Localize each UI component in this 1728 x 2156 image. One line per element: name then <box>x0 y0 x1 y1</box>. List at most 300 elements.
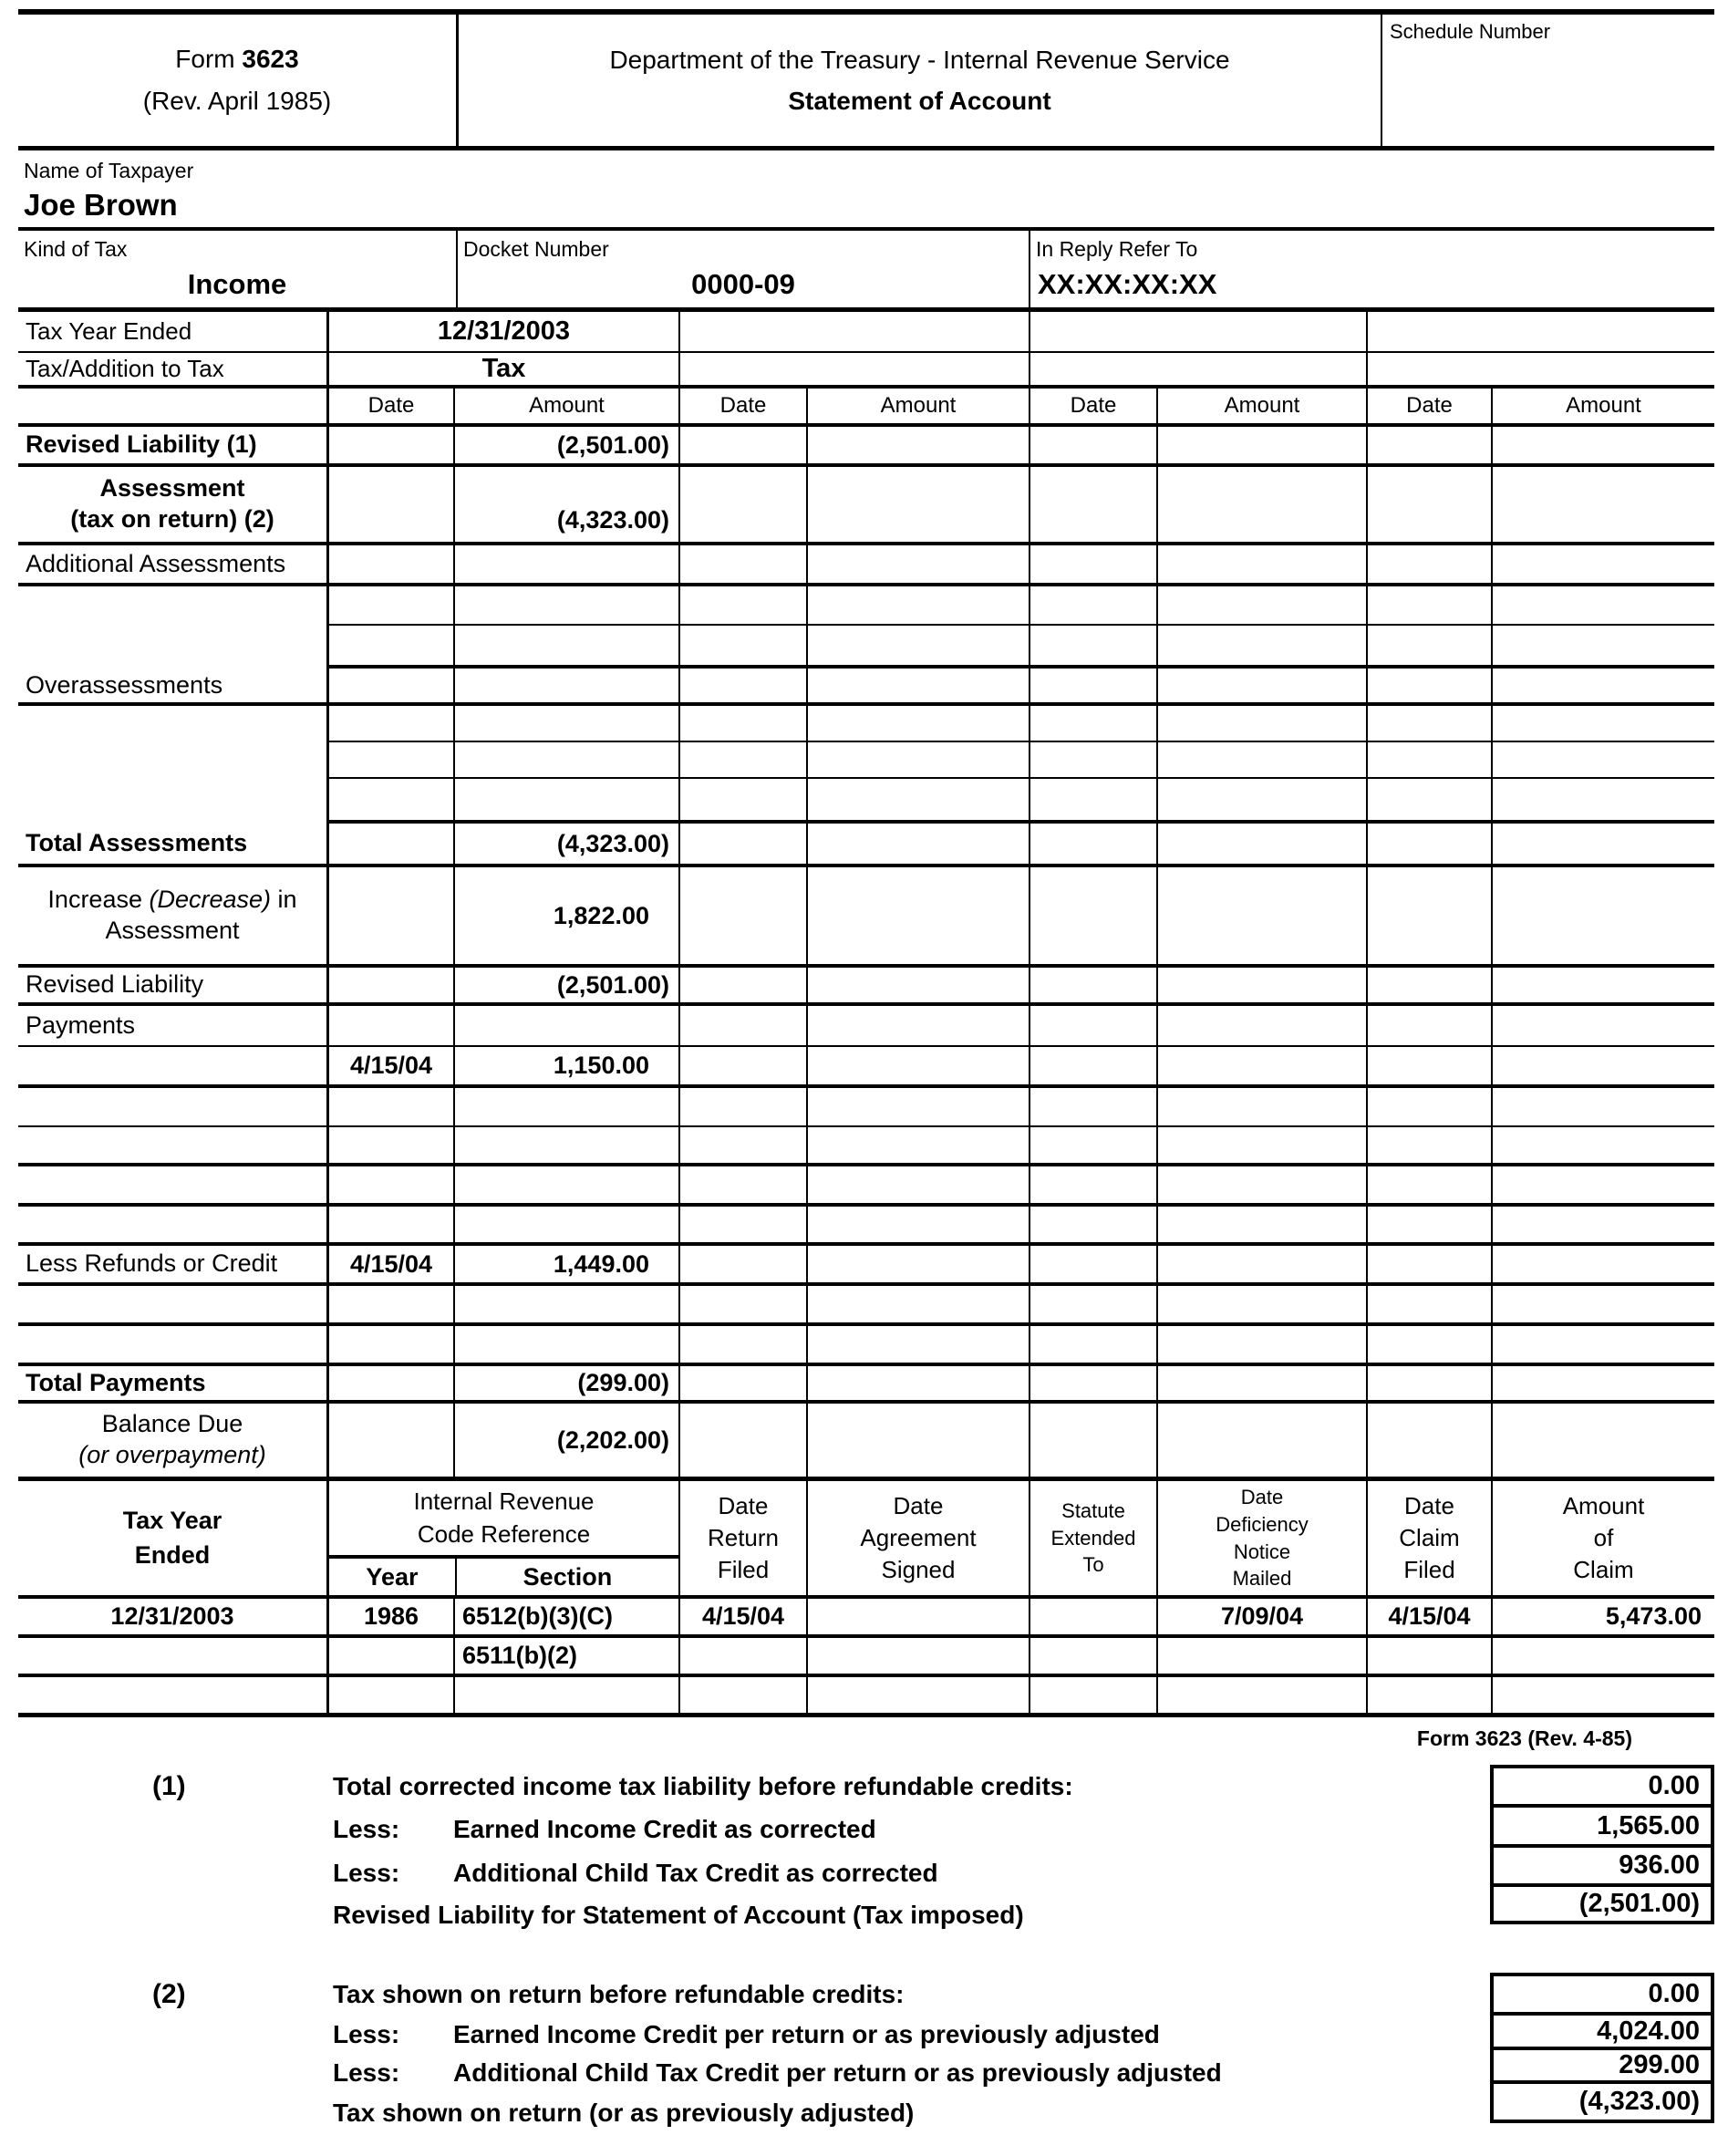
date-cell <box>678 427 806 467</box>
in-reply-value: XX:XX:XX:XX <box>1038 268 1217 300</box>
amount-cell <box>1491 779 1714 824</box>
table-row <box>18 1326 1714 1366</box>
date-cell <box>1366 545 1491 586</box>
reference-table-row <box>18 1677 1714 1717</box>
date-cell <box>678 669 806 706</box>
row-label-line: Balance Due <box>101 1410 243 1438</box>
date-cell <box>1366 968 1491 1006</box>
date-cell <box>1029 867 1156 968</box>
ref-header-line: Ended <box>134 1540 211 1569</box>
row-label-cell <box>18 867 326 968</box>
amount-cell <box>1491 586 1714 626</box>
amount-cell <box>1156 1127 1366 1166</box>
table-row <box>18 669 1714 706</box>
row-label-line: Less Refunds or Credit <box>26 1249 278 1278</box>
amount-cell <box>1491 1006 1714 1047</box>
column-header-date: Date <box>678 389 806 427</box>
ref-header-statute <box>1029 1481 1156 1595</box>
row-label-cell <box>18 1404 326 1481</box>
row-label-cell <box>18 545 326 586</box>
row-label-cell <box>18 779 326 824</box>
amount-cell <box>453 1166 678 1207</box>
ref-header-line: Filed <box>1403 1556 1455 1584</box>
row-label-line: Increase (Decrease) in <box>47 886 297 914</box>
date-cell <box>1029 1047 1156 1088</box>
date-cell <box>678 1047 806 1088</box>
date-cell <box>326 706 453 742</box>
date-cell <box>1366 1047 1491 1088</box>
row-label-line: Total Assessments <box>26 829 248 857</box>
footnote-line <box>18 2016 1714 2054</box>
footnote-line <box>18 1894 1714 1935</box>
footnote-line <box>18 1973 1714 2016</box>
amount-cell <box>806 669 1029 706</box>
form-number: Form 3623 <box>175 45 299 73</box>
amount-cell <box>1156 1404 1366 1481</box>
amount-cell <box>806 1006 1029 1047</box>
ref-cell-year <box>326 1638 453 1677</box>
amount-cell <box>1156 1207 1366 1246</box>
ref-cell-amount-claim <box>1491 1677 1714 1717</box>
amount-cell <box>806 545 1029 586</box>
amount-cell <box>1491 1366 1714 1404</box>
ref-cell-tax-year: 12/31/2003 <box>18 1599 326 1638</box>
docket-number-label: Docket Number <box>463 237 609 261</box>
date-cell <box>326 1006 453 1047</box>
row-label-cell <box>18 586 326 626</box>
amount-cell <box>806 1166 1029 1207</box>
form-content <box>18 9 1714 1751</box>
amount-cell <box>1156 467 1366 545</box>
ref-cell-section: 6512(b)(3)(C) <box>453 1599 678 1638</box>
ref-header-line: Deficiency <box>1216 1512 1309 1536</box>
row-label-cell <box>18 427 326 467</box>
date-cell <box>326 742 453 779</box>
date-cell <box>1029 586 1156 626</box>
tax-year-row <box>18 312 1714 353</box>
date-cell <box>326 824 453 867</box>
row-label-cell <box>18 1006 326 1047</box>
row-label-cell <box>18 1286 326 1326</box>
date-cell <box>1366 1006 1491 1047</box>
amount-cell <box>806 1286 1029 1326</box>
ref-header-line: Amount <box>1562 1491 1645 1519</box>
date-cell <box>1366 1088 1491 1127</box>
amount-cell <box>1491 1127 1714 1166</box>
table-row <box>18 779 1714 824</box>
footnote-value: 0.00 <box>1490 1765 1714 1808</box>
in-reply-cell <box>1029 231 1714 307</box>
date-cell <box>1366 779 1491 824</box>
footnote-text: Total corrected income tax liability before refundable credits: <box>333 1771 1073 1800</box>
footnote-value: 936.00 <box>1490 1844 1714 1887</box>
row-label-line: Assessment <box>105 917 240 944</box>
ref-header-line: Agreement <box>860 1523 977 1551</box>
empty-cell <box>1029 312 1366 353</box>
amount-cell: (4,323.00) <box>453 467 678 545</box>
table-row <box>18 1047 1714 1088</box>
date-cell <box>1029 669 1156 706</box>
table-row <box>18 545 1714 586</box>
amount-cell <box>1156 1366 1366 1404</box>
amount-cell <box>453 626 678 669</box>
ref-cell-statute <box>1029 1638 1156 1677</box>
footnote-value: (2,501.00) <box>1490 1883 1714 1924</box>
date-cell <box>678 1166 806 1207</box>
date-cell <box>326 1207 453 1246</box>
footnote-value: (4,323.00) <box>1490 2080 1714 2123</box>
ref-header-line: Internal Revenue <box>413 1487 595 1516</box>
date-cell <box>1366 1404 1491 1481</box>
date-cell <box>678 1326 806 1366</box>
ref-cell-date-claim <box>1366 1677 1491 1717</box>
ref-cell-section <box>453 1677 678 1717</box>
date-cell <box>326 1366 453 1404</box>
amount-cell: (4,323.00) <box>453 824 678 867</box>
docket-number-cell <box>456 231 1029 307</box>
table-row <box>18 1127 1714 1166</box>
row-label-cell <box>18 669 326 706</box>
table-row <box>18 467 1714 545</box>
amount-cell <box>806 1047 1029 1088</box>
row-label-line: Assessment <box>99 474 245 503</box>
date-cell <box>1366 1207 1491 1246</box>
table-row <box>18 742 1714 779</box>
amount-cell <box>806 867 1029 968</box>
amount-cell <box>1156 867 1366 968</box>
date-cell <box>678 867 806 968</box>
amount-cell <box>806 1404 1029 1481</box>
ref-header-line: Statute <box>1061 1498 1125 1522</box>
footnote-line <box>18 2091 1714 2134</box>
row-label-line: Additional Assessments <box>26 549 286 577</box>
date-cell <box>1366 867 1491 968</box>
amount-cell <box>453 1207 678 1246</box>
row-label-line: (or overpayment) <box>78 1441 266 1468</box>
table-row <box>18 1246 1714 1286</box>
column-header-spacer <box>18 389 326 427</box>
ref-cell-amount-claim <box>1491 1638 1714 1677</box>
date-cell <box>678 779 806 824</box>
ref-header-irc-title <box>329 1481 678 1559</box>
ref-header-date-claim <box>1366 1481 1491 1595</box>
row-label-cell <box>18 1166 326 1207</box>
amount-cell <box>1156 1047 1366 1088</box>
tax-info-row <box>18 231 1714 312</box>
row-label-line: Payments <box>26 1011 136 1039</box>
date-cell <box>326 586 453 626</box>
ref-cell-date-agreement <box>806 1677 1029 1717</box>
date-cell <box>326 427 453 467</box>
amount-cell <box>806 1366 1029 1404</box>
date-cell <box>678 586 806 626</box>
date-cell <box>1029 1366 1156 1404</box>
amount-cell <box>1156 742 1366 779</box>
kind-of-tax-value: Income <box>187 268 287 300</box>
date-cell <box>1366 706 1491 742</box>
column-header-date: Date <box>326 389 453 427</box>
row-label-line: Overassessments <box>26 670 223 699</box>
date-cell <box>1029 1127 1156 1166</box>
ref-header-section: Section <box>455 1559 678 1595</box>
date-cell <box>1029 706 1156 742</box>
date-cell <box>1029 467 1156 545</box>
taxpayer-name: Joe Brown <box>24 188 178 222</box>
form-footer-reference: Form 3623 (Rev. 4-85) <box>1416 1726 1632 1750</box>
amount-cell <box>1156 968 1366 1006</box>
tax-year-row-value: 12/31/2003 <box>326 312 678 353</box>
row-label-cell <box>18 1326 326 1366</box>
date-cell <box>1366 1326 1491 1366</box>
date-cell <box>678 1127 806 1166</box>
amount-cell <box>453 779 678 824</box>
ref-cell-section: 6511(b)(2) <box>453 1638 678 1677</box>
footnote-text: Revised Liability for Statement of Account (Tax imposed) <box>333 1900 1024 1929</box>
footnote-text: Less: Additional Child Tax Credit as corrected <box>333 1858 938 1887</box>
amount-cell <box>1156 427 1366 467</box>
row-label-cell <box>18 1088 326 1127</box>
amount-cell <box>1491 467 1714 545</box>
table-row <box>18 1286 1714 1326</box>
column-header-date: Date <box>1366 389 1491 427</box>
row-label-cell <box>18 968 326 1006</box>
date-cell <box>1029 824 1156 867</box>
amount-cell <box>453 669 678 706</box>
table-row <box>18 1166 1714 1207</box>
row-label-line: (tax on return) (2) <box>70 505 274 533</box>
amount-cell <box>1491 427 1714 467</box>
date-cell <box>1366 1366 1491 1404</box>
department-line: Department of the Treasury - Internal Revenue Service <box>609 45 1230 74</box>
amount-cell <box>453 706 678 742</box>
ref-header-tax-year-ended <box>18 1481 326 1595</box>
reference-table-row <box>18 1599 1714 1638</box>
tax-addition-row-value: Tax <box>326 353 678 389</box>
amount-cell <box>1156 706 1366 742</box>
table-row <box>18 586 1714 626</box>
row-label-cell <box>18 1207 326 1246</box>
amount-cell <box>1156 1326 1366 1366</box>
ref-header-line: Tax Year <box>122 1506 222 1534</box>
date-cell <box>326 1286 453 1326</box>
footnote-value-boxes <box>1490 1973 1714 2123</box>
footnote-line <box>18 1765 1714 1808</box>
taxpayer-section <box>18 150 1714 231</box>
ref-cell-date-return <box>678 1638 806 1677</box>
amount-cell <box>453 1127 678 1166</box>
date-cell <box>1366 1166 1491 1207</box>
table-row <box>18 427 1714 467</box>
date-cell <box>1029 1286 1156 1326</box>
footnote-text: Less: Earned Income Credit per return or as previously adjusted <box>333 2020 1160 2048</box>
date-cell <box>1029 1404 1156 1481</box>
amount-cell <box>806 779 1029 824</box>
amount-cell <box>1491 1404 1714 1481</box>
ref-cell-tax-year <box>18 1677 326 1717</box>
footnote-line <box>18 1808 1714 1851</box>
ref-cell-deficiency <box>1156 1677 1366 1717</box>
empty-cell <box>1029 353 1366 389</box>
row-label-line: Revised Liability (1) <box>26 430 257 459</box>
date-cell <box>326 1326 453 1366</box>
amount-cell <box>806 1088 1029 1127</box>
ref-header-line: of <box>1593 1523 1614 1551</box>
ref-header-line: Filed <box>717 1556 770 1584</box>
amount-cell <box>1491 1166 1714 1207</box>
table-row <box>18 1088 1714 1127</box>
form-title: Statement of Account <box>788 86 1051 115</box>
footnote-line <box>18 1851 1714 1894</box>
ref-header-irc-sub <box>329 1559 678 1595</box>
ref-header-date-return <box>678 1481 806 1595</box>
ref-header-amount-claim <box>1491 1481 1714 1595</box>
ref-cell-date-claim <box>1366 1638 1491 1677</box>
amount-cell <box>806 706 1029 742</box>
date-cell <box>678 545 806 586</box>
amount-cell <box>1491 824 1714 867</box>
table-row <box>18 706 1714 742</box>
form-id-box <box>18 15 456 146</box>
footnote-value-boxes <box>1490 1765 1714 1924</box>
amount-cell <box>806 586 1029 626</box>
amount-cell <box>453 586 678 626</box>
reference-table-row <box>18 1638 1714 1677</box>
date-cell <box>1029 1006 1156 1047</box>
amount-cell <box>1491 545 1714 586</box>
footnote-less-prefix: Less: <box>333 1858 400 1887</box>
date-cell <box>678 467 806 545</box>
date-cell <box>326 467 453 545</box>
ref-cell-date-claim: 4/15/04 <box>1366 1599 1491 1638</box>
amount-cell <box>1156 1006 1366 1047</box>
row-label-cell <box>18 824 326 867</box>
amount-cell <box>806 1127 1029 1166</box>
ref-header-irc <box>326 1481 678 1595</box>
date-cell <box>326 1088 453 1127</box>
amount-cell <box>1156 1246 1366 1286</box>
row-label-cell <box>18 742 326 779</box>
kind-of-tax-cell <box>18 231 456 307</box>
date-cell <box>1366 427 1491 467</box>
date-cell <box>326 779 453 824</box>
date-cell <box>1029 742 1156 779</box>
table-row <box>18 867 1714 968</box>
empty-cell <box>1366 312 1714 353</box>
ref-header-line: Date <box>718 1491 769 1519</box>
ref-header-line: Code Reference <box>417 1519 591 1548</box>
ref-header-line: Claim <box>1573 1556 1634 1584</box>
date-cell <box>1366 626 1491 669</box>
column-header-date: Date <box>1029 389 1156 427</box>
date-cell <box>678 824 806 867</box>
ref-cell-amount-claim: 5,473.00 <box>1491 1599 1714 1638</box>
amount-cell <box>1491 1088 1714 1127</box>
ref-header-line: Return <box>707 1523 780 1551</box>
date-cell <box>678 706 806 742</box>
date-cell <box>1366 824 1491 867</box>
tax-addition-row-label: Tax/Addition to Tax <box>18 353 326 389</box>
amount-cell <box>806 968 1029 1006</box>
amount-cell <box>1156 824 1366 867</box>
form-title-box <box>456 15 1382 146</box>
amount-cell: 1,449.00 <box>453 1246 678 1286</box>
form-revision: (Rev. April 1985) <box>142 87 332 115</box>
ref-header-line: To <box>1082 1553 1104 1577</box>
date-cell <box>678 968 806 1006</box>
reference-table <box>18 1481 1714 1717</box>
empty-cell <box>678 312 1029 353</box>
date-cell <box>1029 1088 1156 1127</box>
column-header-amount: Amount <box>806 389 1029 427</box>
date-cell <box>678 1366 806 1404</box>
table-row <box>18 968 1714 1006</box>
ref-header-line: Extended <box>1050 1526 1136 1550</box>
statement-table <box>18 312 1714 1481</box>
ref-cell-date-return: 4/15/04 <box>678 1599 806 1638</box>
ref-cell-date-return <box>678 1677 806 1717</box>
amount-cell <box>806 1207 1029 1246</box>
amount-cell <box>1156 586 1366 626</box>
footnote-line <box>18 2054 1714 2091</box>
footnote-less-prefix: Less: <box>333 2020 400 2048</box>
footnote-less-prefix: Less: <box>333 2058 400 2087</box>
table-row <box>18 1366 1714 1404</box>
ref-header-line: Date <box>893 1491 944 1519</box>
empty-cell <box>1366 353 1714 389</box>
date-cell <box>678 1006 806 1047</box>
table-row <box>18 626 1714 669</box>
date-cell <box>326 545 453 586</box>
footnote-2 <box>18 1973 1714 2134</box>
footnote-value: 1,565.00 <box>1490 1804 1714 1848</box>
amount-cell <box>1156 545 1366 586</box>
amount-cell <box>1156 1166 1366 1207</box>
amount-cell: (299.00) <box>453 1366 678 1404</box>
in-reply-label: In Reply Refer To <box>1036 237 1198 261</box>
date-cell <box>326 626 453 669</box>
footnote-value: 4,024.00 <box>1490 2012 1714 2050</box>
docket-number-value: 0000-09 <box>691 268 795 300</box>
amount-cell <box>1156 779 1366 824</box>
ref-header-line: Signed <box>881 1556 956 1584</box>
date-cell <box>678 626 806 669</box>
table-row <box>18 1404 1714 1481</box>
ref-cell-statute <box>1029 1599 1156 1638</box>
date-cell <box>1366 1246 1491 1286</box>
amount-cell <box>1491 669 1714 706</box>
footnote-text: Less: Earned Income Credit as corrected <box>333 1815 876 1843</box>
row-label-cell <box>18 626 326 669</box>
amount-cell <box>453 742 678 779</box>
amount-cell <box>453 1326 678 1366</box>
amount-cell: (2,501.00) <box>453 427 678 467</box>
footnote-value: 299.00 <box>1490 2047 1714 2084</box>
ref-cell-year <box>326 1677 453 1717</box>
ref-cell-deficiency: 7/09/04 <box>1156 1599 1366 1638</box>
amount-cell <box>453 1286 678 1326</box>
amount-cell <box>1491 1286 1714 1326</box>
amount-cell <box>453 1088 678 1127</box>
date-cell <box>1029 779 1156 824</box>
row-label-line: Revised Liability <box>26 970 204 999</box>
amount-cell <box>806 742 1029 779</box>
ref-header-line: Notice <box>1233 1539 1291 1563</box>
amount-cell <box>1156 669 1366 706</box>
row-label-cell <box>18 467 326 545</box>
ref-header-deficiency <box>1156 1481 1366 1595</box>
date-cell <box>1366 1286 1491 1326</box>
amount-cell: (2,202.00) <box>453 1404 678 1481</box>
